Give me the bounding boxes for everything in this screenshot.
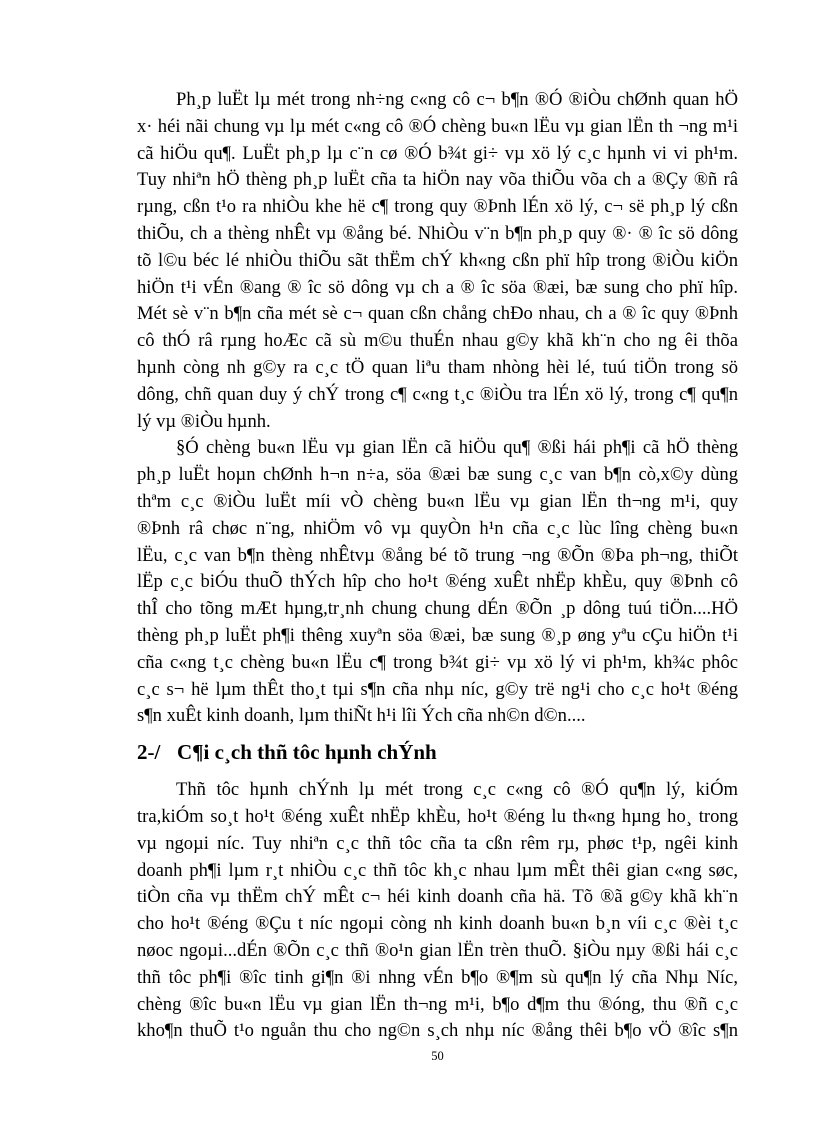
- text-line: chèng ®îc bu«n lËu vµ gian lËn th¬ng m¹i, b¶o d¶m thu ®óng, thu ®ñ c¸c: [137, 993, 738, 1015]
- text-line: lËp c¸c biÓu thuÕ thÝch hîp cho ho¹t ®éng xuÊt nhËp khÈu, quy ®Þnh cô: [137, 571, 738, 593]
- text-line: vµ ngoµi níc. Tuy nhiªn c¸c thñ tôc cña ta cßn rêm rµ, phøc t¹p, ngêi kinh: [137, 832, 738, 854]
- text-line: Tuy nhiªn hÖ thèng ph¸p luËt cña ta hiÖn nay võa thiÕu võa ch a ®Çy ®ñ râ: [137, 169, 738, 191]
- text-line: thèng ph¸p luËt ph¶i thêng xuyªn söa ®æi, bæ sung ®¸p øng yªu cÇu hiÖn t¹i: [137, 624, 738, 646]
- text-line: dông, chñ quan duy ý chÝ trong c¶ c«ng t¸c ®iÒu tra lÉn xö lý, trong c¶ qu¶n: [137, 383, 738, 405]
- section-heading: [137, 738, 738, 766]
- text-line: tiÒn cña vµ thËm chÝ mÊt c¬ héi kinh doanh cña hä. Tõ ®ã g©y khã kh¨n: [137, 886, 738, 908]
- text-line: hiÖn t¹i vÉn ®ang ® îc sö dông vµ ch a ® îc söa ®æi, bæ sung cho phï hîp.: [137, 276, 738, 298]
- text-line: §Ó chèng bu«n lËu vµ gian lËn cã hiÖu qu¶ ®ßi hái ph¶i cã hÖ thèng: [176, 437, 738, 459]
- text-line: cã hiÖu qu¶. LuËt ph¸p lµ c¨n cø ®Ó b¾t gi÷ vµ xö lý c¸c hµnh vi vi ph¹m.: [137, 142, 738, 164]
- text-line: ph¸p luËt hoµn chØnh h¬n n÷a, söa ®æi bæ sung c¸c van b¶n cò,x©y dùng: [137, 464, 738, 486]
- text-line: nøoc ngoµi...dÉn ®Õn c¸c thñ ®o¹n gian lËn trèn thuÕ. §iÒu nµy ®ßi hái c¸c: [137, 939, 738, 961]
- text-line: ®Þnh râ chøc n¨ng, nhiÖm vô vµ quyÒn h¹n cña c¸c lùc lîng chèng bu«n: [137, 517, 738, 539]
- text-line: cho ho¹t ®éng ®Çu t níc ngoµi còng nh kinh doanh bu«n b¸n víi c¸c ®èi t¸c: [137, 913, 738, 935]
- text-line: tõ l©u béc lé nhiÒu thiÕu sãt thËm chÝ kh«ng cßn phï hîp trong ®iÒu kiÖn: [137, 249, 738, 271]
- text-line: doanh ph¶i lµm r¸t nhiÒu c¸c thñ tôc kh¸c nhau lµm mÊt thêi gian c«ng søc,: [137, 859, 738, 881]
- page-footer: [137, 1048, 738, 1064]
- page-number: 50: [431, 1049, 444, 1063]
- text-line: thÎ cho tõng mÆt hµng,tr¸nh chung chung dÉn ®Õn ¸p dông tuú tiÖn....HÖ: [137, 598, 738, 620]
- text-line: thñ tôc ph¶i ®îc tinh gi¶n ®i nhng vÉn b¶o ®¶m sù qu¶n lý cña Nhµ Níc,: [137, 966, 738, 988]
- text-line: x· héi nãi chung vµ lµ mét c«ng cô ®Ó chèng bu«n lËu vµ gian lËn th ¬ng m¹i: [137, 115, 738, 137]
- text-line: thªm c¸c ®iÒu luËt míi vÒ chèng bu«n lËu vµ gian lËn th¬ng m¹i, quy: [137, 490, 738, 512]
- text-line: lý vµ ®iÒu hµnh.: [137, 410, 271, 432]
- paragraph-3: [137, 777, 738, 1045]
- text-column: [137, 87, 738, 1045]
- section-title: C¶i c¸ch thñ tôc hµnh chÝnh: [177, 740, 437, 765]
- text-line: c¸c s¬ hë lµm thÊt tho¸t tµi s¶n cña nhµ níc, g©y trë ng¹i cho c¸c ho¹t ®éng: [137, 678, 738, 700]
- text-line: hµnh còng nh g©y ra c¸c tÖ quan liªu tham nhòng hèi lé, tuú tiÖn trong sö: [137, 356, 738, 378]
- text-line: cô thÓ râ rµng hoÆc cã sù m©u thuÉn nhau g©y khã kh¨n cho ng êi thõa: [137, 330, 738, 352]
- text-line: Mét sè v¨n b¶n cña mét sè c¬ quan cßn chång chÐo nhau, ch a ® îc quy ®Þnh: [137, 303, 738, 325]
- text-line: kho¶n thuÕ t¹o nguån thu cho ng©n s¸ch nhµ níc ®ång thêi b¶o vÖ ®îc s¶n: [137, 1020, 738, 1042]
- text-line: Thñ tôc hµnh chÝnh lµ mét trong c¸c c«ng cô ®Ó qu¶n lý, kiÓm: [176, 779, 738, 801]
- text-line: cña c«ng t¸c chèng bu«n lËu c¶ trong b¾t gi÷ vµ xö lý vi ph¹m, kh¾c phôc: [137, 651, 738, 673]
- text-line: Ph¸p luËt lµ mét trong nh÷ng c«ng cô c¬ b¶n ®Ó ®iÒu chØnh quan hÖ: [176, 89, 738, 110]
- text-line: lËu, c¸c van b¶n thèng nhÊtvµ ®ång bé tõ trung ¬ng ®Õn ®Þa ph¬ng, thiÕt: [137, 544, 738, 566]
- text-line: s¶n xuÊt kinh doanh, lµm thiÑt h¹i lîi Ých cña nh©n d©n....: [137, 705, 586, 727]
- text-line: tra,kiÓm so¸t ho¹t ®éng xuÊt nhËp khÈu, ho¹t ®éng lu th«ng hµng ho¸ trong: [137, 805, 738, 827]
- text-line: thiÕu, ch a thèng nhÊt vµ ®ång bé. NhiÒu v¨n b¶n ph¸p quy ®· ® îc sö dông: [137, 222, 738, 244]
- paragraph-1: [137, 87, 738, 435]
- text-line: rµng, cßn t¹o ra nhiÒu khe hë c¶ trong quy ®Þnh lÉn xö lý, c¬ së ph¸p lý cßn: [137, 196, 738, 218]
- section-number: 2-/: [137, 740, 161, 765]
- paragraph-2: [137, 435, 738, 730]
